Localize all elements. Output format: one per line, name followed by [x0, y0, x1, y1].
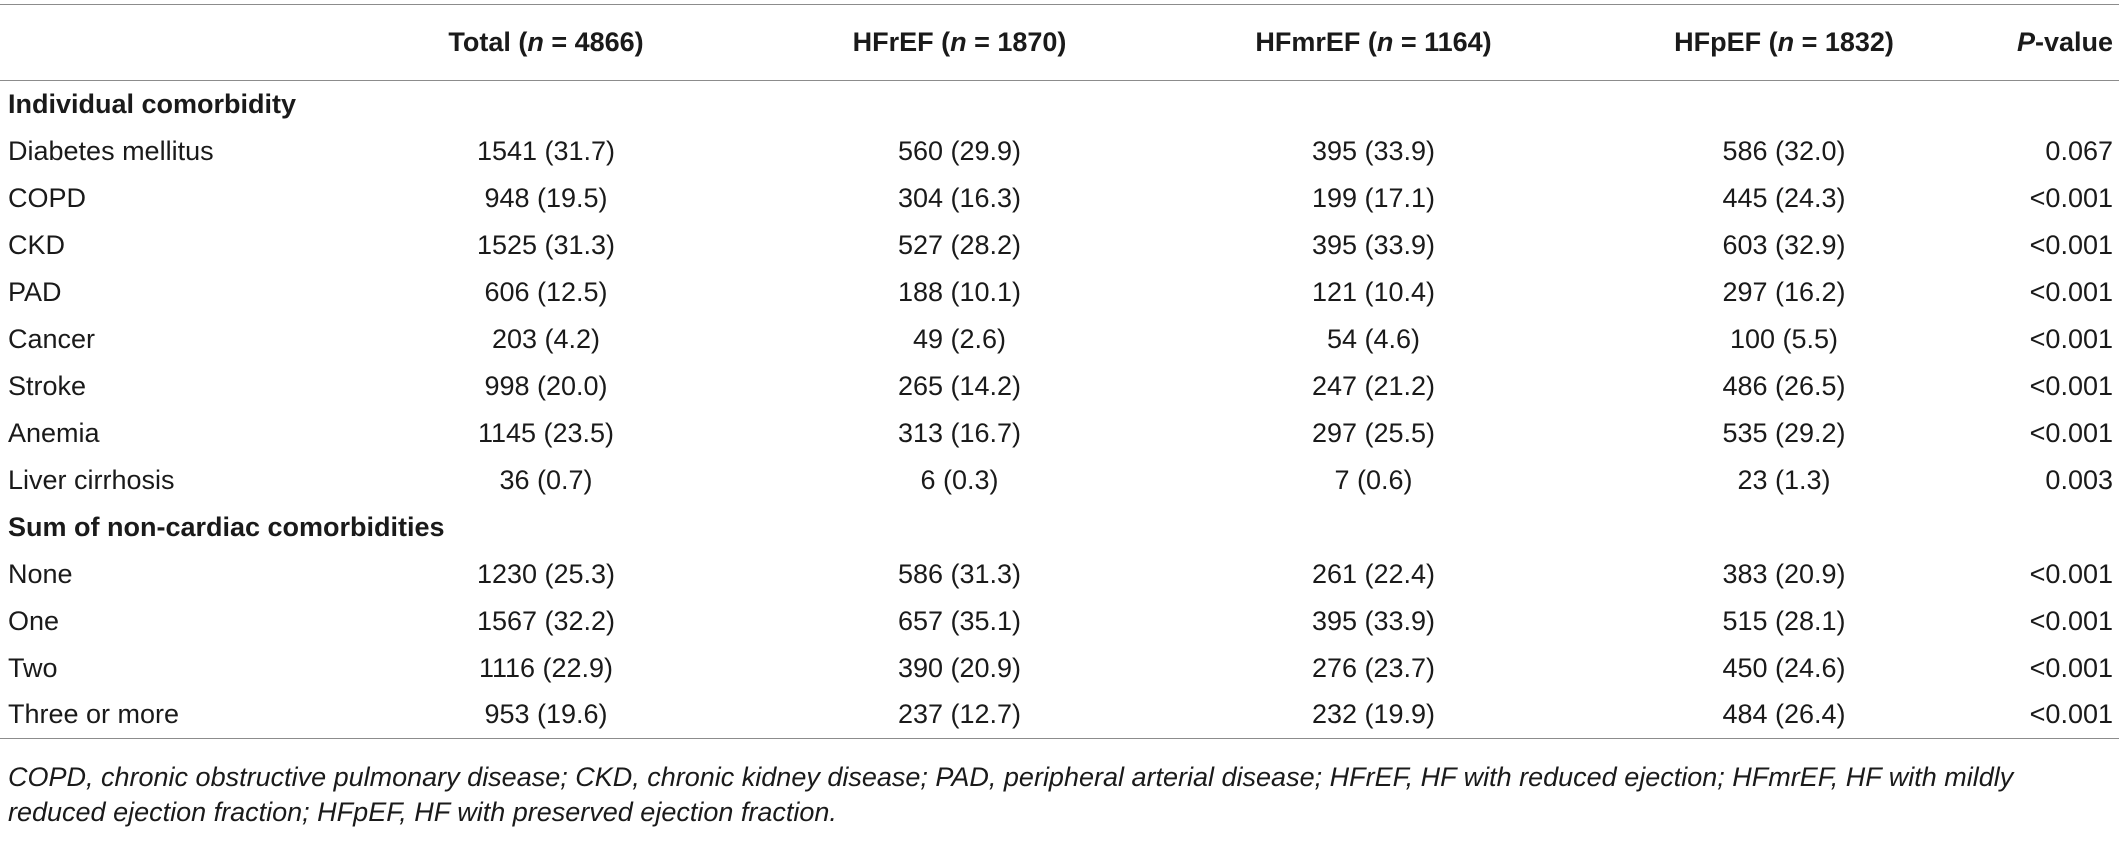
section-header-row: [0, 504, 2119, 551]
header-hfref: HFrEF (n = 1870): [752, 5, 1167, 81]
row-label: Diabetes mellitus: [8, 135, 214, 166]
cell-hfpef: 603 (32.9): [1722, 229, 1846, 260]
cell-pvalue: <0.001: [2029, 276, 2113, 307]
cell-hfref: 560 (29.9): [897, 135, 1022, 166]
table-row: [0, 222, 2119, 269]
cell-total: 1116 (22.9): [478, 652, 614, 683]
cell-total: 203 (4.2): [491, 323, 601, 354]
cell-total: 1230 (25.3): [476, 558, 616, 589]
cell-total: 1567 (32.2): [476, 605, 616, 636]
table-row: [0, 598, 2119, 645]
cell-total: 1145 (23.5): [477, 417, 615, 448]
cell-pvalue: <0.001: [2029, 323, 2113, 354]
cell-hfpef: 297 (16.2): [1722, 276, 1846, 307]
cell-hfref: 527 (28.2): [897, 229, 1022, 260]
cell-pvalue: <0.001: [2029, 558, 2113, 589]
cell-total: 948 (19.5): [484, 182, 608, 213]
row-label: Anemia: [8, 417, 100, 448]
row-label: Three or more: [0, 692, 340, 739]
row-label: Stroke: [8, 370, 87, 401]
cell-pvalue: 0.067: [2045, 135, 2113, 166]
cell-hfmref: 297 (25.5): [1311, 417, 1436, 448]
table-row: [0, 363, 2119, 410]
table-body: [0, 81, 2119, 739]
cell-total: 1541 (31.7): [476, 135, 616, 166]
cell-hfref: 237 (12.7): [752, 692, 1167, 739]
section-header-row: [0, 81, 2119, 128]
cell-hfpef: 515 (28.1): [1722, 605, 1846, 636]
cell-hfmref: 395 (33.9): [1311, 135, 1436, 166]
cell-hfref: 304 (16.3): [897, 182, 1022, 213]
cell-hfref: 657 (35.1): [897, 605, 1022, 636]
table-row: [0, 410, 2119, 457]
cell-pvalue: <0.001: [2029, 182, 2113, 213]
table-row: [0, 269, 2119, 316]
cell-total: 953 (19.6): [340, 692, 752, 739]
header-hfpef: HFpEF (n = 1832): [1580, 5, 1988, 81]
cell-hfpef: 450 (24.6): [1722, 652, 1846, 683]
row-label: Liver cirrhosis: [8, 464, 175, 495]
row-label: None: [8, 558, 73, 589]
header-total: Total (n = 4866): [340, 5, 752, 81]
cell-total: 36 (0.7): [499, 464, 593, 495]
cell-hfpef: 484 (26.4): [1580, 692, 1988, 739]
header-hfmref: HFmrEF (n = 1164): [1167, 5, 1580, 81]
cell-hfmref: 276 (23.7): [1311, 652, 1436, 683]
header-pvalue: P-value: [1988, 5, 2119, 81]
table-row: [0, 128, 2119, 175]
cell-hfmref: 395 (33.9): [1311, 605, 1436, 636]
cell-total: 1525 (31.3): [476, 229, 616, 260]
cell-total: 606 (12.5): [484, 276, 608, 307]
cell-pvalue: <0.001: [2029, 417, 2113, 448]
cell-hfmref: 54 (4.6): [1326, 323, 1421, 354]
cell-hfpef: 486 (26.5): [1722, 370, 1846, 401]
row-label: Cancer: [8, 323, 96, 354]
table-footnote: COPD, chronic obstructive pulmonary disease; CKD, chronic kidney disease; PAD, peripheral arterial disease; HFrEF, HF with reduced ejection; HFmrEF, HF with mildly reduced ejection fraction; HFpEF, HF with preserved ejection fraction.: [8, 762, 2014, 827]
section-title: Sum of non-cardiac comorbidities: [8, 511, 445, 542]
row-label: COPD: [8, 182, 87, 213]
cell-hfpef: 23 (1.3): [1737, 464, 1831, 495]
cell-hfmref: 7 (0.6): [1334, 464, 1413, 495]
cell-pvalue: <0.001: [2029, 370, 2113, 401]
cell-pvalue: <0.001: [1988, 692, 2119, 739]
row-label: Two: [8, 652, 58, 683]
cell-hfpef: 445 (24.3): [1722, 182, 1846, 213]
table-row: [0, 551, 2119, 598]
cell-hfmref: 395 (33.9): [1311, 229, 1436, 260]
cell-pvalue: <0.001: [2029, 652, 2113, 683]
table-header: [0, 5, 2119, 81]
cell-hfref: 390 (20.9): [897, 652, 1022, 683]
cell-pvalue: <0.001: [2029, 605, 2113, 636]
cell-hfpef: 383 (20.9): [1722, 558, 1846, 589]
row-label: CKD: [8, 229, 66, 260]
cell-hfref: 313 (16.7): [897, 417, 1022, 448]
cell-pvalue: 0.003: [2045, 464, 2113, 495]
cell-pvalue: <0.001: [2029, 229, 2113, 260]
cell-hfmref: 247 (21.2): [1311, 370, 1436, 401]
section-title: Individual comorbidity: [8, 88, 297, 119]
cell-hfref: 265 (14.2): [897, 370, 1022, 401]
cell-hfpef: 100 (5.5): [1729, 323, 1839, 354]
cell-hfpef: 586 (32.0): [1722, 135, 1846, 166]
cell-hfmref: 121 (10.4): [1311, 276, 1436, 307]
table-row: [0, 175, 2119, 222]
header-row: [0, 5, 2119, 81]
cell-hfmref: 261 (22.4): [1311, 558, 1436, 589]
header-label: [0, 5, 340, 81]
cell-total: 998 (20.0): [484, 370, 608, 401]
cell-hfref: 49 (2.6): [912, 323, 1007, 354]
cell-hfpef: 535 (29.2): [1722, 417, 1846, 448]
cell-hfref: 188 (10.1): [897, 276, 1022, 307]
table-row: [0, 316, 2119, 363]
table-row: [0, 457, 2119, 504]
cell-hfmref: 232 (19.9): [1167, 692, 1580, 739]
table-row: [0, 692, 2119, 739]
table-row: [0, 645, 2119, 692]
cell-hfref: 586 (31.3): [897, 558, 1022, 589]
row-label: PAD: [8, 276, 62, 307]
comorbidity-table: [0, 4, 2119, 739]
cell-hfmref: 199 (17.1): [1311, 182, 1436, 213]
cell-hfref: 6 (0.3): [920, 464, 999, 495]
row-label: One: [8, 605, 60, 636]
